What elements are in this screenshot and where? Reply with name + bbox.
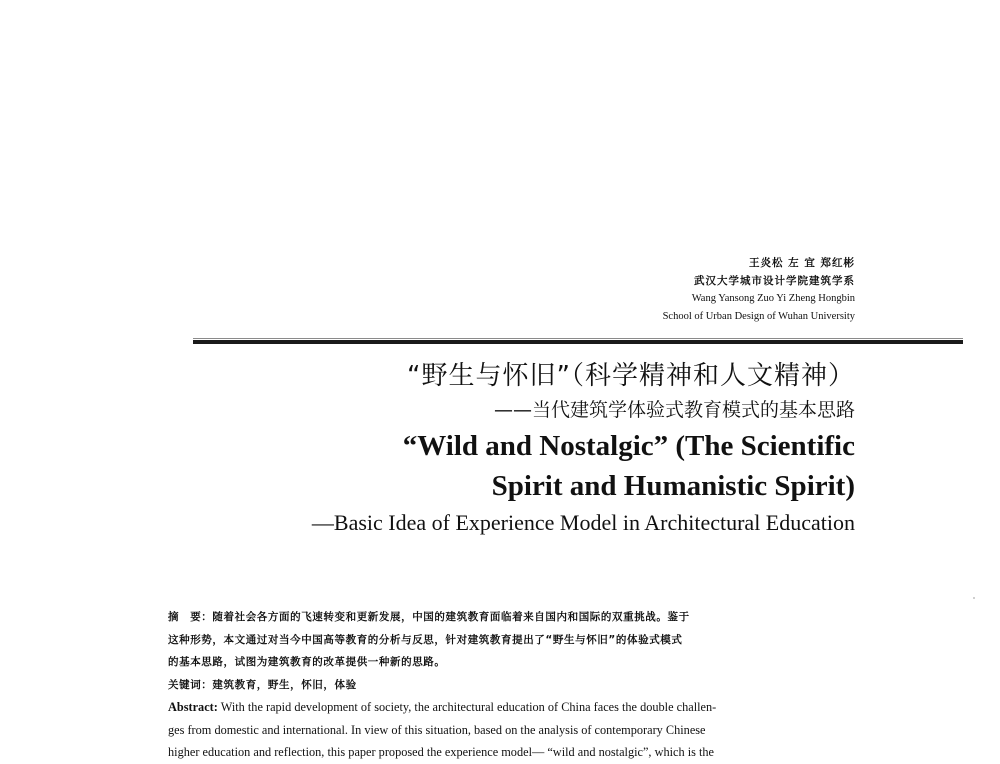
abstract-cn-line3: 的基本思路，试图为建筑教育的改革提供一种新的思路。 <box>168 656 446 668</box>
author-names-cn: 王炎松 左 宜 郑红彬 <box>749 257 855 269</box>
header-rule <box>193 340 963 344</box>
title-cn: “野生与怀旧”（科学精神和人文精神） <box>407 361 855 391</box>
author-block <box>663 255 855 325</box>
subtitle-cn: ——当代建筑学体验式教育模式的基本思路 <box>493 399 855 421</box>
affiliation-en: School of Urban Design of Wuhan University <box>662 310 855 322</box>
abstract-section <box>168 606 833 764</box>
header-rule-shadow <box>193 338 963 339</box>
title-block <box>312 358 855 540</box>
abstract-en-line1 <box>168 696 833 719</box>
title-en-line2: Spirit and Humanistic Spirit) <box>491 470 855 502</box>
abstract-cn-line1 <box>168 606 833 629</box>
affiliation-cn: 武汉大学城市设计学院建筑学系 <box>694 274 855 287</box>
abstract-cn-label: 摘 要： <box>168 611 213 623</box>
abstract-en-label: Abstract: <box>168 700 218 714</box>
abstract-cn-line2: 这种形势，本文通过对当今中国高等教育的分析与反思，针对建筑教育提出了“野生与怀旧”的体验式模式 <box>168 633 683 646</box>
scan-speck <box>973 597 975 599</box>
abstract-en-text: With the rapid development of society, the architectural education of China faces the double challen- <box>217 700 717 714</box>
title-en-line1: “Wild and Nostalgic” (The Scientific <box>402 430 855 462</box>
author-names-en: Wang Yansong Zuo Yi Zheng Hongbin <box>691 293 855 304</box>
subtitle-en: —Basic Idea of Experience Model in Architectural Education <box>311 510 855 535</box>
keywords-cn-label: 关键词： <box>168 678 213 691</box>
abstract-cn-text: 随着社会各方面的飞速转变和更新发展，中国的建筑教育面临着来自国内和国际的双重挑战。鉴于 <box>212 611 690 623</box>
keywords-cn-text: 建筑教育，野生，怀旧，体验 <box>212 678 357 691</box>
keywords-cn <box>168 674 833 697</box>
abstract-en-line2: ges from domestic and international. In view of this situation, based on the analysis of contemporary Chinese <box>168 722 706 737</box>
abstract-en-line3: higher education and reflection, this paper proposed the experience model— “wild and nostalgic”, which is the <box>168 745 715 759</box>
